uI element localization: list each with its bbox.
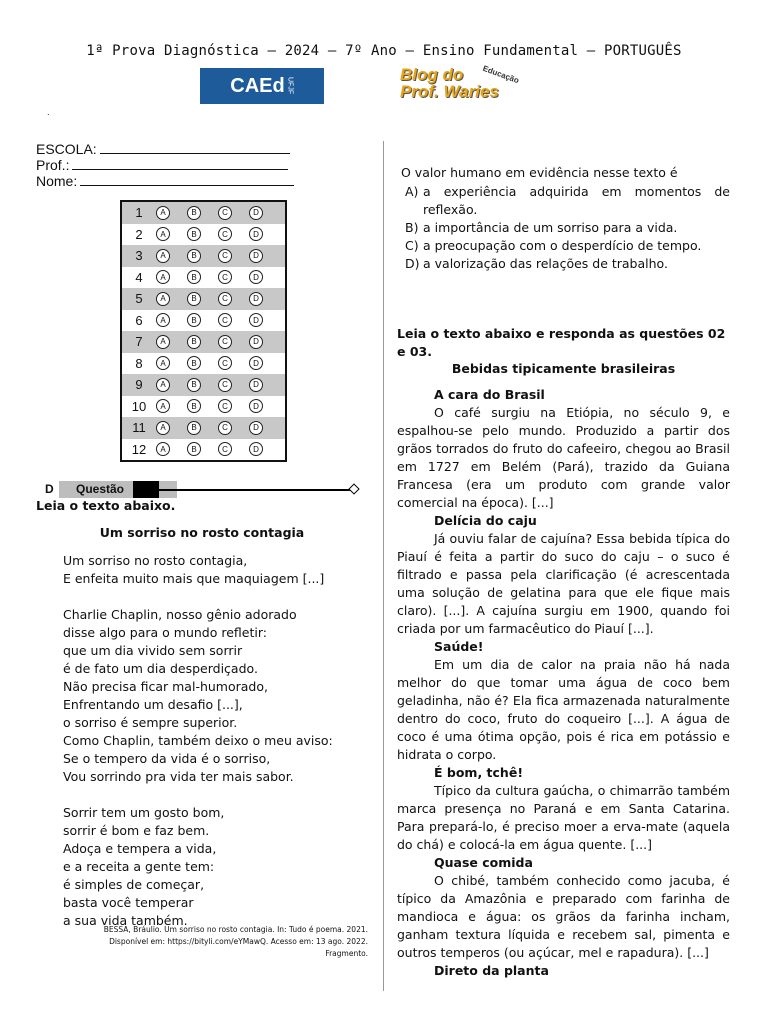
section-heading: Quase comida [434,855,533,870]
credit-line: Disponível em: https://bityli.com/eYMawQ. Acesso em: 13 ago. 2022. [109,937,368,946]
answer-row [122,417,285,439]
answer-bubble[interactable]: C [218,227,232,241]
answer-bubble[interactable]: C [218,335,232,349]
answer-bubble[interactable]: D [249,249,263,263]
poem-line: que um dia vivido sem sorrir [63,643,243,658]
answer-bubble[interactable]: B [187,249,201,263]
article-title: Bebidas tipicamente brasileiras [451,361,676,376]
question-letter: D [45,482,54,496]
option-text: a preocupação com o desperdício de tempo. [423,238,702,253]
answer-row-number: 2 [135,226,143,242]
answer-sheet [120,200,287,462]
answer-bubble[interactable]: D [249,442,263,456]
section-heading: Delícia do caju [434,513,537,528]
answer-bubble[interactable]: B [187,442,201,456]
answer-row [122,396,285,418]
poem-title: Um sorriso no rosto contagia [99,525,305,540]
school-line [100,141,290,154]
section-body: O chibé, também conhecido como jacuba, é típico da Amazônia e preparado com farinha de mandioca e água: os grãos da farinha incham, ganham textura líquida e recebem sal, pimenta e outros temperos (ou açúcar, mel e rapadura). [...] [397,873,730,960]
poem-line: Enfrentando um desafio [...], [63,697,243,712]
left-instruction: Leia o texto abaixo. [36,498,176,513]
answer-option[interactable] [397,237,730,255]
answer-bubble[interactable]: D [249,227,263,241]
answer-row [122,288,285,310]
answer-bubble[interactable]: A [156,356,170,370]
credit-line: Fragmento. [325,949,368,958]
answer-row [122,202,285,224]
answer-bubble[interactable]: D [249,378,263,392]
answer-bubble[interactable]: A [156,292,170,306]
answer-row [122,331,285,353]
answer-bubble[interactable]: C [218,356,232,370]
option-text: a experiência adquirida em momentos de reflexão. [423,184,730,217]
name-label: Nome: [36,173,78,189]
answer-row-number: 3 [135,248,143,264]
school-label: ESCOLA: [36,141,97,157]
diamond-icon [348,483,359,494]
poem-line: e a receita a gente tem: [63,859,215,874]
poem-stanza [63,606,333,786]
answer-bubble[interactable]: C [218,442,232,456]
answer-bubble[interactable]: B [187,421,201,435]
answer-bubble[interactable]: A [156,270,170,284]
section-heading: Direto da planta [434,963,549,978]
poem-line: Charlie Chaplin, nosso gênio adorado [63,607,297,622]
poem-line: Vou sorrindo pra vida ter mais sabor. [63,769,294,784]
answer-bubble[interactable]: B [187,356,201,370]
answer-bubble[interactable]: B [187,206,201,220]
answer-row [122,267,285,289]
question-label-text: Questão [75,482,124,496]
question-block [397,164,730,273]
answer-row [122,310,285,332]
blog-logo-line2: Prof. Waries [400,82,499,101]
name-line [80,173,294,186]
answer-bubble[interactable]: A [156,313,170,327]
answer-bubble[interactable]: A [156,442,170,456]
poem-line: é simples de começar, [63,877,205,892]
answer-row-number: 5 [135,291,143,307]
answer-bubble[interactable]: C [218,292,232,306]
option-letter: A) [405,184,419,199]
poem-stanza [63,804,333,930]
poem-line: Sorrir tem um gosto bom, [63,805,225,820]
poem-line: a sua vida também. [63,913,188,928]
answer-row-number: 7 [135,334,143,350]
answer-bubble[interactable]: C [218,206,232,220]
answer-bubble[interactable]: C [218,313,232,327]
answer-bubble[interactable]: A [156,206,170,220]
answer-bubble[interactable]: A [156,249,170,263]
section-heading: A cara do Brasil [434,387,545,402]
section-heading: Saúde! [434,639,484,654]
answer-row-number: 9 [135,377,143,393]
column-divider [383,141,384,991]
credit-line: BESSA, Bráulio. Um sorriso no rosto contagia. In: Tudo é poema. 2021. [103,925,368,934]
stray-dot: . [47,108,50,117]
answer-bubble[interactable]: B [187,270,201,284]
section-heading: É bom, tchê! [434,765,524,780]
option-letter: C) [405,238,419,253]
teacher-line [72,157,288,170]
answer-bubble[interactable]: D [249,421,263,435]
answer-row [122,245,285,267]
poem [63,552,333,948]
answer-bubble[interactable]: A [156,399,170,413]
teacher-label: Prof.: [36,157,70,173]
answer-bubble[interactable]: D [249,399,263,413]
answer-bubble[interactable]: D [249,356,263,370]
poem-line: sorrir é bom e faz bem. [63,823,210,838]
answer-option[interactable] [397,255,730,273]
answer-bubble[interactable]: D [249,270,263,284]
poem-stanza [63,552,333,588]
answer-bubble[interactable]: A [156,227,170,241]
right-instruction: Leia o texto abaixo e responda as questões 02 e 03. [397,326,726,359]
poem-line: disse algo para o mundo refletir: [63,625,267,640]
blog-logo-line1: Blog do [400,65,464,84]
poem-line: basta você temperar [63,895,194,910]
answer-bubble[interactable]: D [249,313,263,327]
section-body: O café surgiu na Etiópia, no século 9, e espalhou-se pelo mundo. Produzido a partir dos grãos torrados do fruto do cafeeiro, chegou ao Brasil em 1727 em Belém (Pará), trazido da Guiana Francesa (era um produto com grande valor comercial na época). [...] [397,405,730,510]
article [397,386,730,980]
answer-row [122,353,285,375]
answer-bubble[interactable]: A [156,378,170,392]
answer-bubble[interactable]: C [218,249,232,263]
question-line [159,489,355,491]
question-bar [45,481,360,498]
answer-bubble[interactable]: C [218,421,232,435]
question-text: O valor humano em evidência nesse texto é [401,165,678,180]
caed-logo-text: CAEd [230,74,285,97]
option-text: a importância de um sorriso para a vida. [423,220,678,235]
section-body: Típico da cultura gaúcha, o chimarrão também marca presença no Paraná e em Santa Catarina. Para prepará-lo, é preciso moer a erva-mate (aquela do chá) e colocá-la em água quente. [...] [397,783,730,852]
answer-bubble[interactable]: C [218,270,232,284]
answer-row-number: 1 [135,205,143,221]
answer-bubble[interactable]: B [187,313,201,327]
poem-line: Um sorriso no rosto contagia, [63,553,248,568]
answer-bubble[interactable]: B [187,292,201,306]
answer-bubble[interactable]: A [156,421,170,435]
answer-row-number: 11 [132,420,146,436]
answer-bubble[interactable]: A [156,335,170,349]
answer-bubble[interactable]: D [249,335,263,349]
poem-credit [60,924,368,960]
answer-bubble[interactable]: B [187,227,201,241]
answer-row [122,374,285,396]
answer-bubble[interactable]: D [249,292,263,306]
answer-bubble[interactable]: C [218,399,232,413]
answer-bubble[interactable]: B [187,399,201,413]
section-body: Em um dia de calor na praia não há nada melhor do que tomar uma água de coco bem geladinha, não é? Ela fica armazenada naturalmente dentro do coco, fruto do coqueiro [...]. A água de coco é uma ótima opção, pois é rica em potássio e hidrata o corpo. [397,657,730,762]
answer-option[interactable] [397,183,730,219]
answer-row-number: 6 [135,312,143,328]
section-body: Já ouviu falar de cajuína? Essa bebida típica do Piauí é feita a partir do suco do caju – o suco é filtrado e passa pela clarificação (é acrescentada uma solução de gelatina para que ele fique mais claro). [...]. A cajuína surgiu em 1900, quando foi criada por um farmacêutico do Piauí [...]. [397,531,730,636]
answer-row [122,439,285,461]
answer-bubble[interactable]: B [187,335,201,349]
poem-line: E enfeita muito mais que maquiagem [...] [63,571,325,586]
identification-block [36,141,294,189]
question-number-box [133,481,159,498]
poem-line: Se o tempero da vida é o sorriso, [63,751,271,766]
answer-row [122,224,285,246]
blog-logo [400,63,521,106]
caed-logo-sub: UFJF [286,77,294,95]
poem-line: é de fato um dia desperdiçado. [63,661,258,676]
poem-line: o sorriso é sempre superior. [63,715,238,730]
blog-logo-tag: Educação [481,63,521,86]
answer-option[interactable] [397,219,730,237]
option-letter: B) [405,220,419,235]
caed-logo [200,68,324,104]
poem-line: Adoça e tempera a vida, [63,841,217,856]
option-text: a valorização das relações de trabalho. [423,256,668,271]
answer-bubble[interactable]: B [187,378,201,392]
answer-row-number: 12 [131,441,147,457]
option-letter: D) [405,256,420,271]
answer-bubble[interactable]: C [218,378,232,392]
answer-row-number: 10 [131,398,147,414]
answer-row-number: 8 [135,355,143,371]
page-header: 1ª Prova Diagnóstica – 2024 – 7º Ano – Ensino Fundamental – PORTUGUÊS [86,43,682,59]
poem-line: Não precisa ficar mal-humorado, [63,679,268,694]
answer-bubble[interactable]: D [249,206,263,220]
poem-line: Como Chaplin, também deixo o meu aviso: [63,733,333,748]
answer-row-number: 4 [135,269,143,285]
